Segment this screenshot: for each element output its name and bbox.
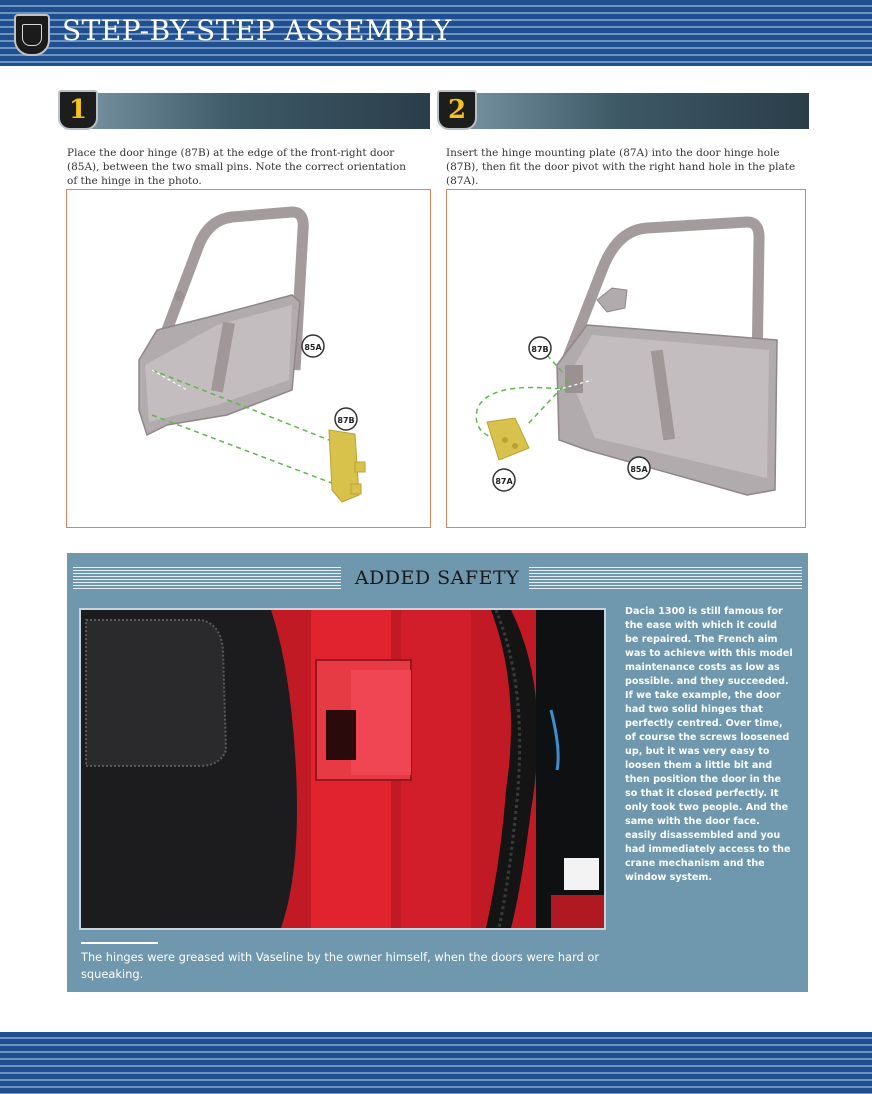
title-stripes-left	[73, 567, 341, 589]
step-1-text: Place the door hinge (87B) at the edge of the front-right door (85A), between the two small pins. Note the correct orientation of the hinge in the photo.	[67, 147, 406, 187]
safety-body-text: Dacia 1300 is still famous for the ease with which it could be repaired. The French aim was to achieve with this model maintenance costs as low as possible. and they succeeded. If we take example, the door had two solid hinges that perfectly centred. Over time, of course the screws loosened up, but it was very easy to loosen them a little bit and then position the door in the so that it closed perfectly. It only took two people. And the same with the door face. easily disassembled and you had immediately access to the crane mechanism and the window system.	[625, 606, 793, 883]
photo-caption: The hinges were greased with Vaseline by the owner himself, when the doors were hard or squeaking.	[81, 950, 600, 981]
step-1-illustration	[66, 189, 431, 528]
step-1-label-85A: 85A	[304, 343, 322, 352]
title-stripes-right	[529, 567, 802, 589]
step-2-label-87A: 87A	[495, 477, 513, 486]
step-2-illustration	[446, 189, 806, 528]
step-2-number: 2	[437, 90, 477, 130]
added-safety-panel	[67, 553, 808, 992]
step-2-label-87B: 87B	[531, 345, 549, 354]
caption-divider	[81, 942, 158, 944]
step-1-label-87B: 87B	[337, 416, 355, 425]
dacia-shield-icon	[14, 14, 50, 56]
step-1-bar	[70, 93, 430, 129]
step-1-number: 1	[58, 90, 98, 130]
page-title: STEP-BY-STEP ASSEMBLY	[62, 14, 452, 47]
door-hinge-photo	[79, 608, 606, 930]
step-2-bar	[449, 93, 809, 129]
safety-title: ADDED SAFETY	[354, 567, 520, 589]
step-2-label-85A: 85A	[630, 465, 648, 474]
bottom-banner	[0, 1032, 872, 1094]
step-2-text: Insert the hinge mounting plate (87A) into the door hinge hole (87B), then fit the door pivot with the right hand hole in the plate (87A).	[446, 147, 796, 187]
top-banner	[0, 0, 872, 66]
